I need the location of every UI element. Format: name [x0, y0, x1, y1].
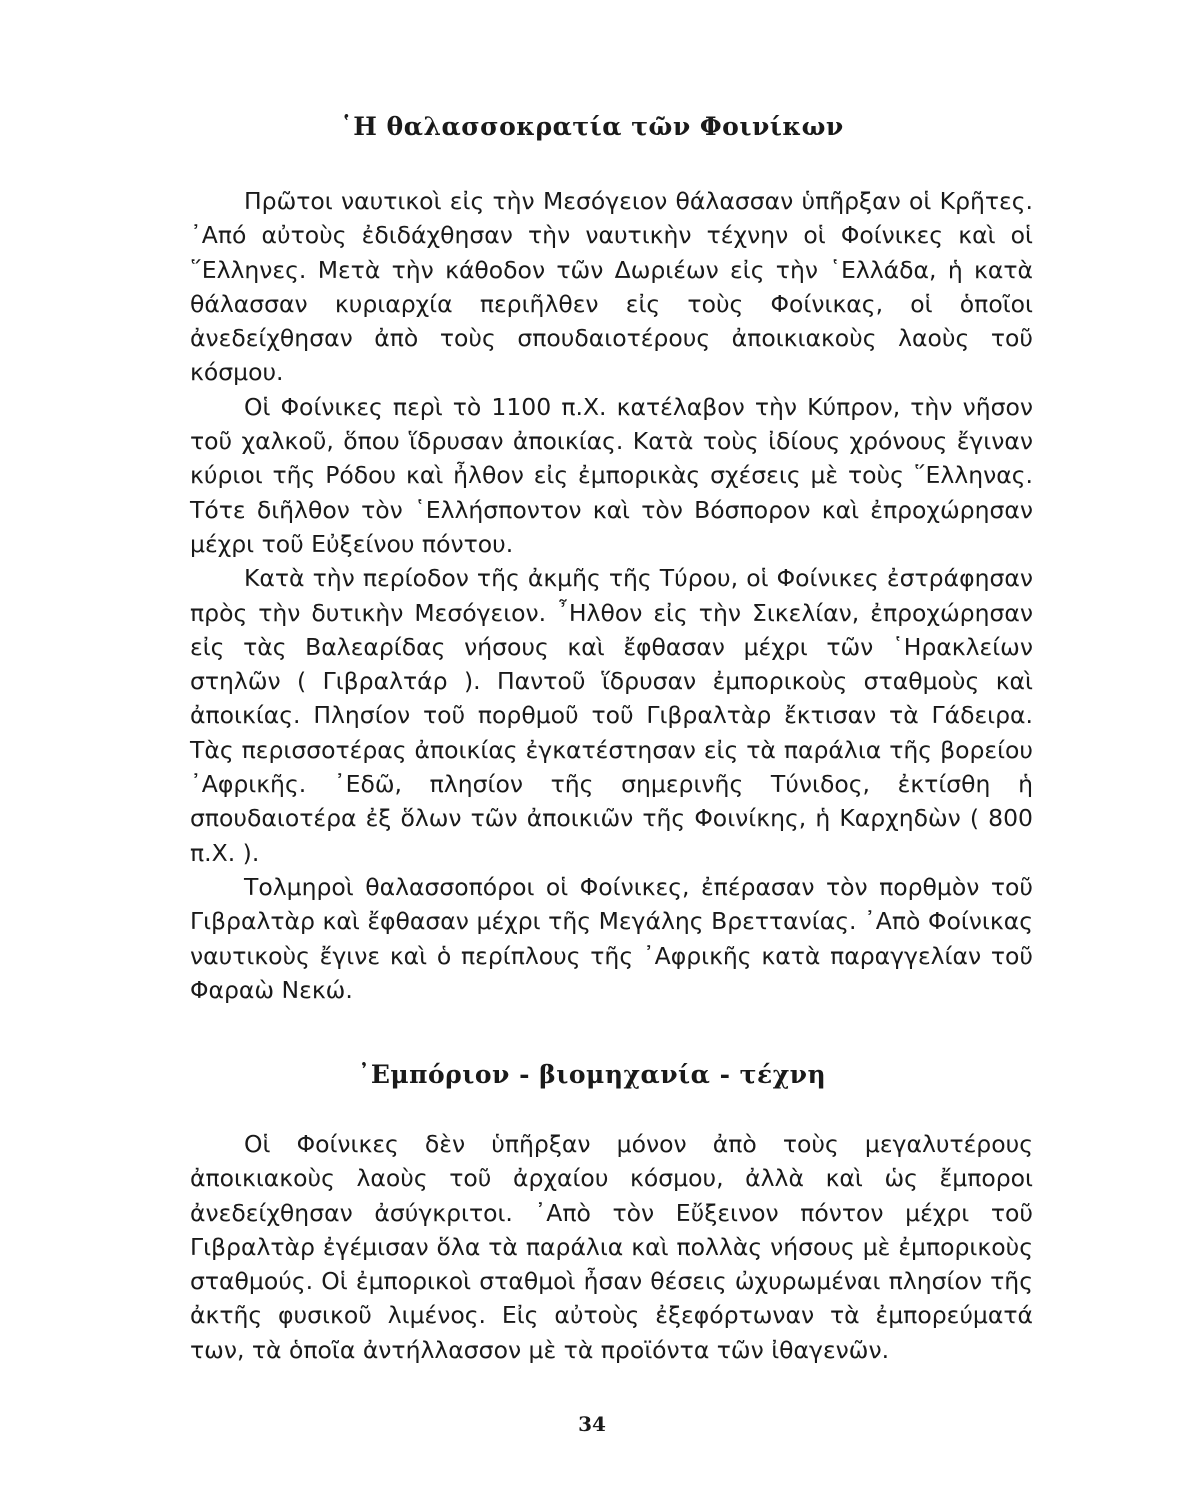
paragraph: Οἱ Φοίνικες δὲν ὑπῆρξαν μόνον ἀπὸ τοὺς μεγαλυτέρους ἀποικιακοὺς λαοὺς τοῦ ἀρχαίου κόσμου, ἀλλὰ καὶ ὡς ἔμποροι ἀνεδείχθησαν ἀσύγκριτοι. ᾽Απὸ τὸν Εὔξεινον πόντον μέχρι τοῦ Γιβραλτὰρ ἐγέμισαν ὅλα τὰ παράλια καὶ πολλὰς νήσους μὲ ἐμπορικοὺς σταθμούς. Οἱ ἐμπορικοὶ σταθμοὶ ἦσαν θέσεις ὠχυρωμέναι πλησίον τῆς ἀκτῆς φυσικοῦ λιμένος. Εἰς αὐτοὺς ἐξεφόρτωναν τὰ ἐμπορεύματά των, τὰ ὁποῖα ἀντήλλασσον μὲ τὰ προϊόντα τῶν ἰθαγενῶν.: [190, 1130, 1033, 1364]
section-body-phoenician-thalassocracy: [190, 184, 1033, 1007]
section-heading-phoenician-thalassocracy: ῾Η θαλασσοκρατία τῶν Φοινίκων: [340, 112, 844, 141]
paragraph: Πρῶτοι ναυτικοὶ εἰς τὴν Μεσόγειον θάλασσαν ὑπῆρξαν οἱ Κρῆτες. ᾽Από αὐτοὺς ἐδιδάχθησαν τὴν ναυτικὴν τέχνην οἱ Φοίνικες καὶ οἱ ῞Ελληνες. Μετὰ τὴν κάθοδον τῶν Δωριέων εἰς τὴν ῾Ελλάδα, ἡ κατὰ θάλασσαν κυριαρχία περιῆλθεν εἰς τοὺς Φοίνικας, οἱ ὁποῖοι ἀνεδείχθησαν ἀπὸ τοὺς σπουδαιοτέρους ἀποικιακοὺς λαοὺς τοῦ κόσμου.: [190, 187, 1033, 387]
section-body-trade-industry-art: [190, 1127, 1033, 1367]
paragraph: Τολμηροὶ θαλασσοπόροι οἱ Φοίνικες, ἐπέρασαν τὸν πορθμὸν τοῦ Γιβραλτὰρ καὶ ἔφθασαν μέχρι τῆς Μεγάλης Βρεττανίας. ᾽Απὸ Φοίνικας ναυτικοὺς ἔγινε καὶ ὁ περίπλους τῆς ᾽Αφρικῆς κατὰ παραγγελίαν τοῦ Φαραὼ Νεκώ.: [190, 872, 1033, 1004]
paragraph: Κατὰ τὴν περίοδον τῆς ἀκμῆς τῆς Τύρου, οἱ Φοίνικες ἐστράφησαν πρὸς τὴν δυτικὴν Μεσόγειον. ῏Ηλθον εἰς τὴν Σικελίαν, ἐπροχώρησαν εἰς τὰς Βαλεαρίδας νήσους καὶ ἔφθασαν μέχρι τῶν ῾Ηρακλείων στηλῶν ( Γιβραλτάρ ). Παντοῦ ἵδρυσαν ἐμπορικοὺς σταθμοὺς καὶ ἀποικίας. Πλησίον τοῦ πορθμοῦ τοῦ Γιβραλτὰρ ἔκτισαν τὰ Γάδειρα. Τὰς περισσοτέρας ἀποικίας ἐγκατέστησαν εἰς τὰ παράλια τῆς βορείου ᾽Αφρικῆς. ᾽Εδῶ, πλησίον τῆς σημερινῆς Τύνιδος, ἐκτίσθη ἡ σπουδαιοτέρα ἐξ ὅλων τῶν ἀποικιῶν τῆς Φοινίκης, ἡ Καρχηδὼν ( 800 π.Χ. ).: [190, 564, 1033, 867]
page-number: 34: [578, 1412, 606, 1436]
section-heading-trade-industry-art: ᾽Εμπόριον - βιομηχανία - τέχνη: [357, 1060, 827, 1089]
paragraph: Οἱ Φοίνικες περὶ τὸ 1100 π.Χ. κατέλαβον τὴν Κύπρον, τὴν νῆσον τοῦ χαλκοῦ, ὅπου ἵδρυσαν ἀποικίας. Κατὰ τοὺς ἰδίους χρόνους ἔγιναν κύριοι τῆς Ρόδου καὶ ἦλθον εἰς ἐμπορικὰς σχέσεις μὲ τοὺς ῞Ελληνας. Τότε διῆλθον τὸν ῾Ελλήσποντον καὶ τὸν Βόσπορον καὶ ἐπροχώρησαν μέχρι τοῦ Εὐξείνου πόντου.: [190, 392, 1033, 558]
